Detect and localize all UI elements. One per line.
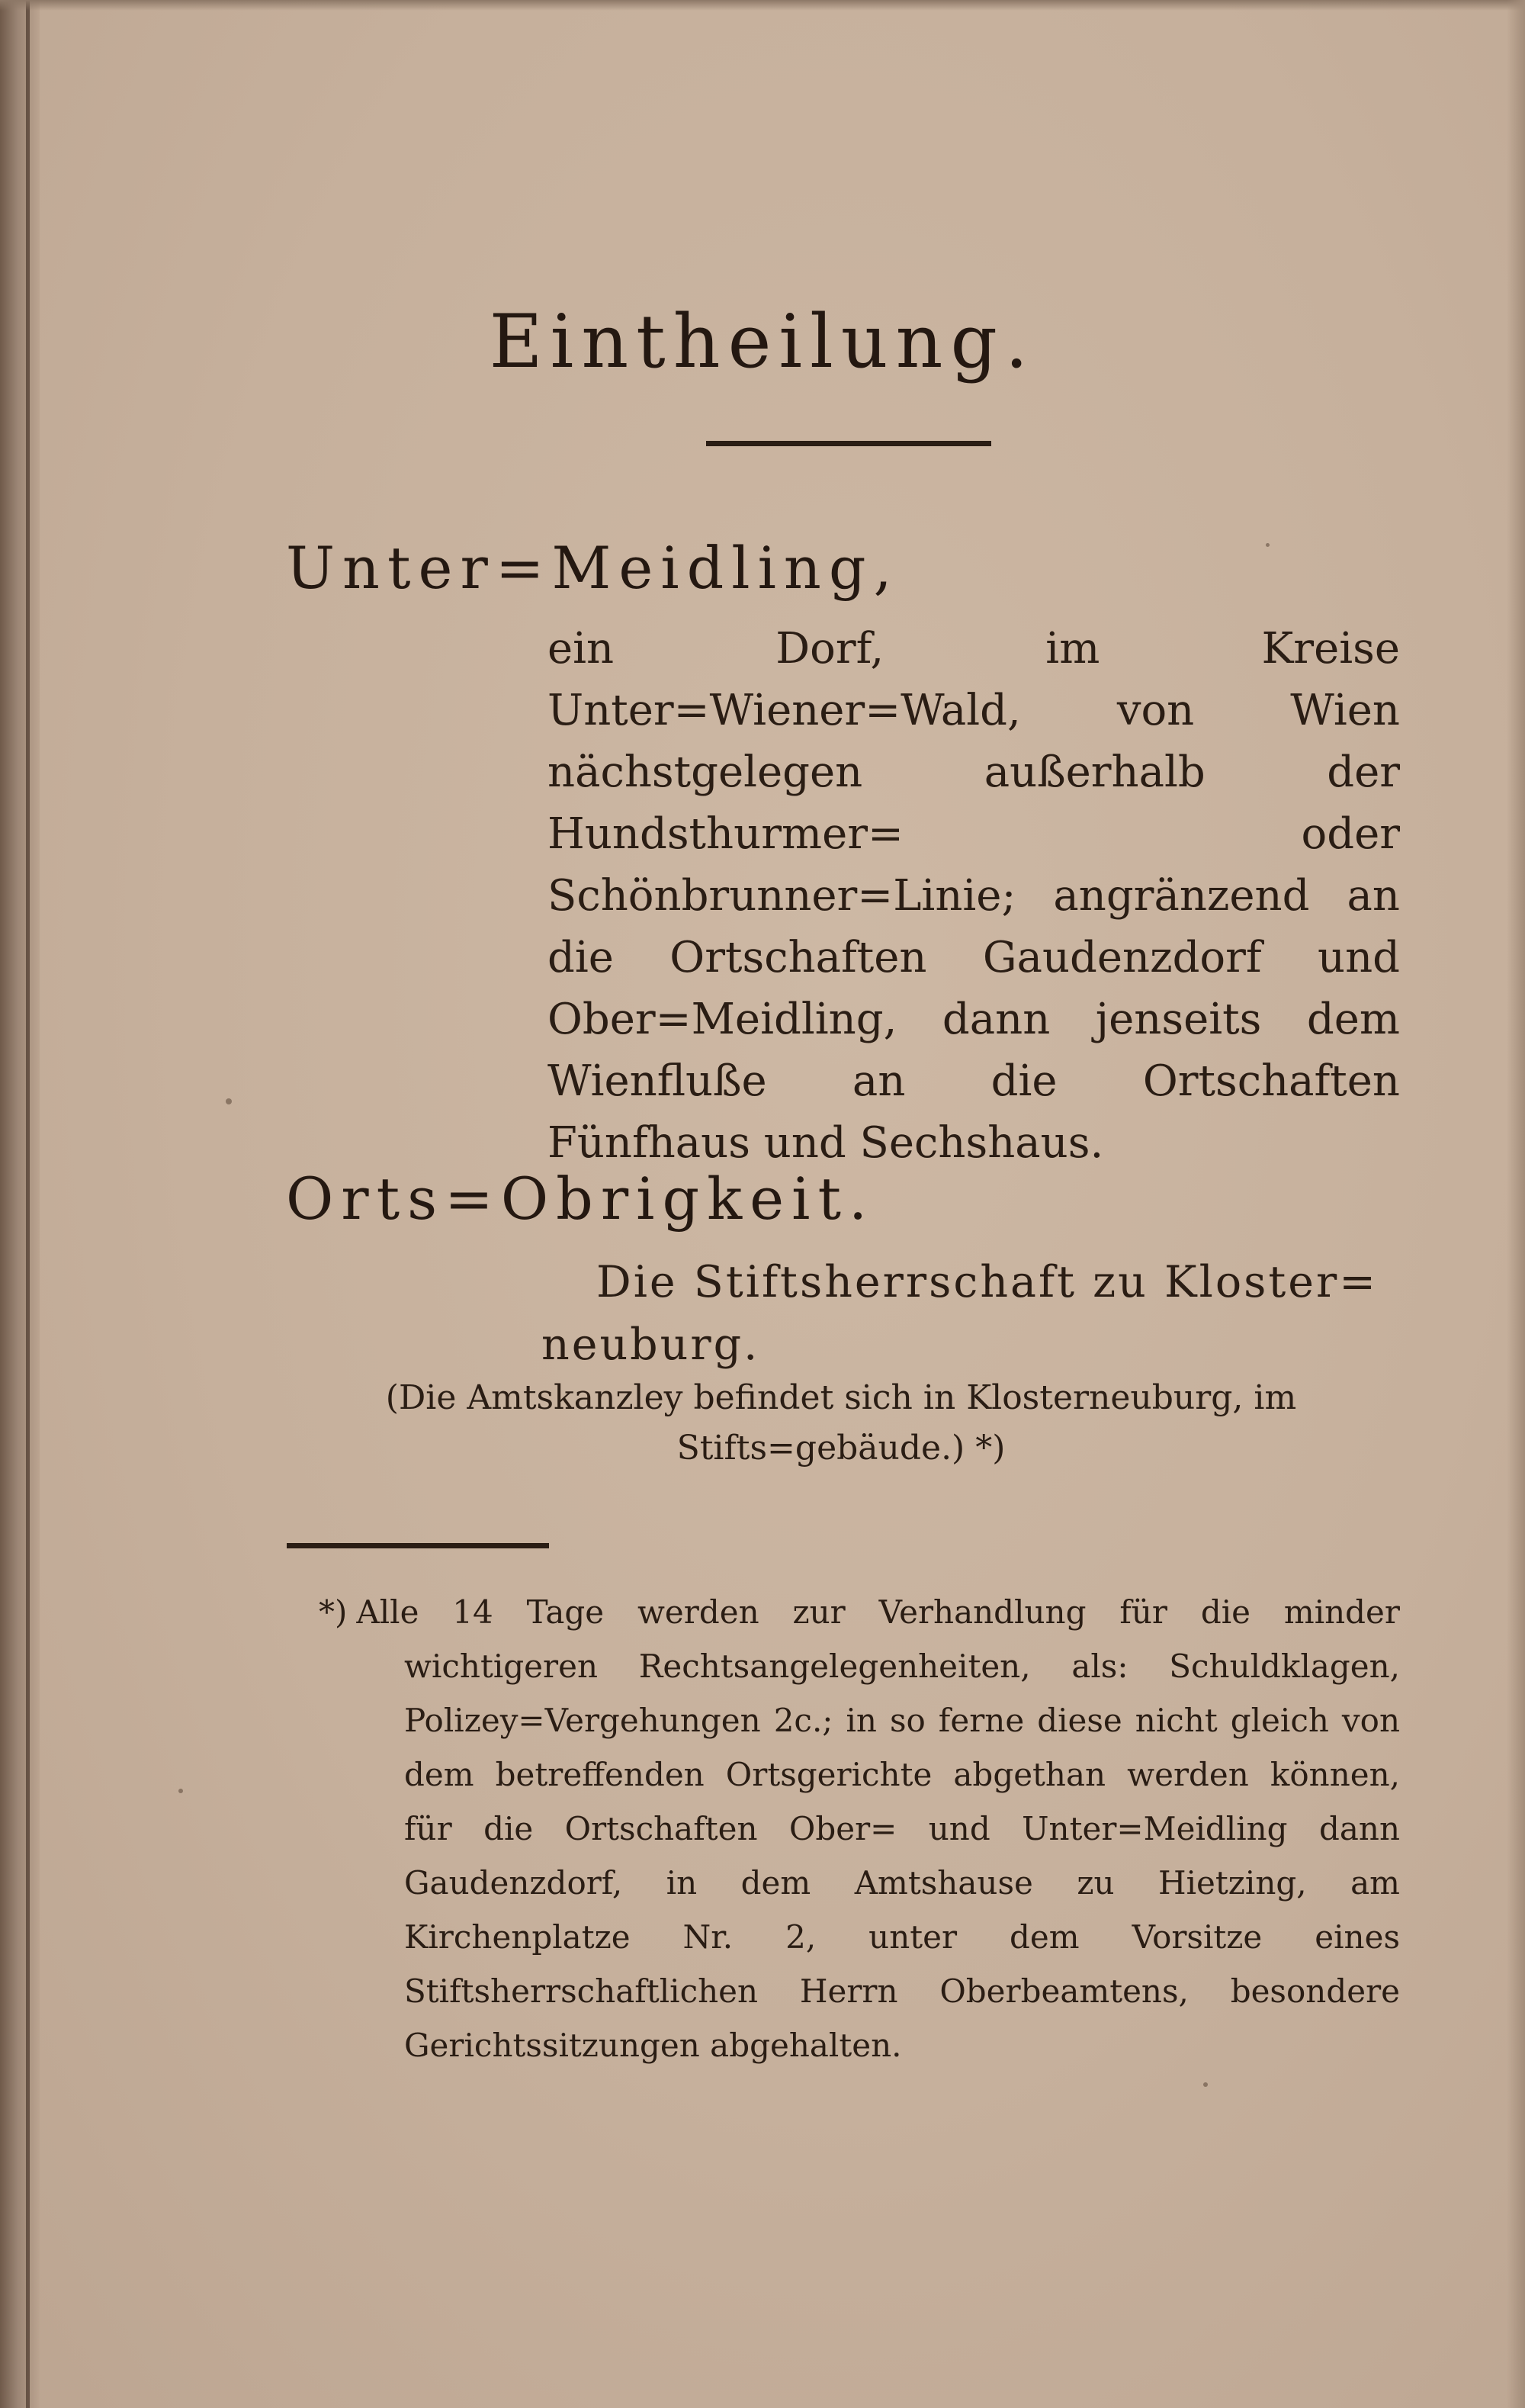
place-description: ein Dorf, im Kreise Unter=Wiener=Wald, von Wien nächstgelegen außerhalb der Hundsthurmer= oder Schönbrunner=Linie; angränzend an die Ortschaften Gaudenzdorf und Ober=Meidling, dann jenseits dem Wienfluße an die Ortschaften Fünfhaus und Sechshaus. bbox=[547, 624, 1400, 1168]
office-note: (Die Amtskanzley befindet sich in Klosterneuburg, im Stifts=gebäude.) *) bbox=[385, 1378, 1297, 1468]
page-title: Eintheilung. bbox=[489, 299, 1036, 384]
page-top-edge bbox=[0, 0, 1525, 11]
paper-speck bbox=[1203, 2082, 1208, 2087]
paper-speck bbox=[178, 1789, 183, 1793]
authority-heading: Orts=Obrigkeit. bbox=[286, 1165, 875, 1233]
paper-speck bbox=[226, 1098, 232, 1104]
title-divider bbox=[706, 441, 991, 446]
footnote-divider bbox=[287, 1543, 549, 1548]
footnote-marker: *) bbox=[319, 1593, 348, 1631]
footnote-text: Alle 14 Tage werden zur Verhandlung für die minder wichtigeren Rechtsangelegenheiten, als: Schuldklagen, Polizey=Vergehungen 2c.; in so ferne diese nicht gleich von dem betreffenden Ortsgerichte abgethan werden können, für die Ortschaften Ober= und Unter=Meidling dann Gaudenzdorf, in dem Amtshause zu Hietzing, am Kirchenplatze Nr. 2, unter dem Vorsitze eines Stiftsherrschaftlichen Herrn Oberbeamtens, besondere Gerichtssitzungen abgehalten. bbox=[356, 1593, 1400, 2064]
paper-speck bbox=[1266, 543, 1270, 547]
authority-line-2: neuburg. bbox=[541, 1320, 760, 1370]
authority-line-1: Die Stiftsherrschaft zu Kloster= bbox=[596, 1257, 1379, 1307]
authority-block bbox=[541, 1251, 1403, 1376]
footnote bbox=[319, 1585, 1400, 2072]
place-heading: Unter=Meidling, bbox=[286, 534, 900, 602]
